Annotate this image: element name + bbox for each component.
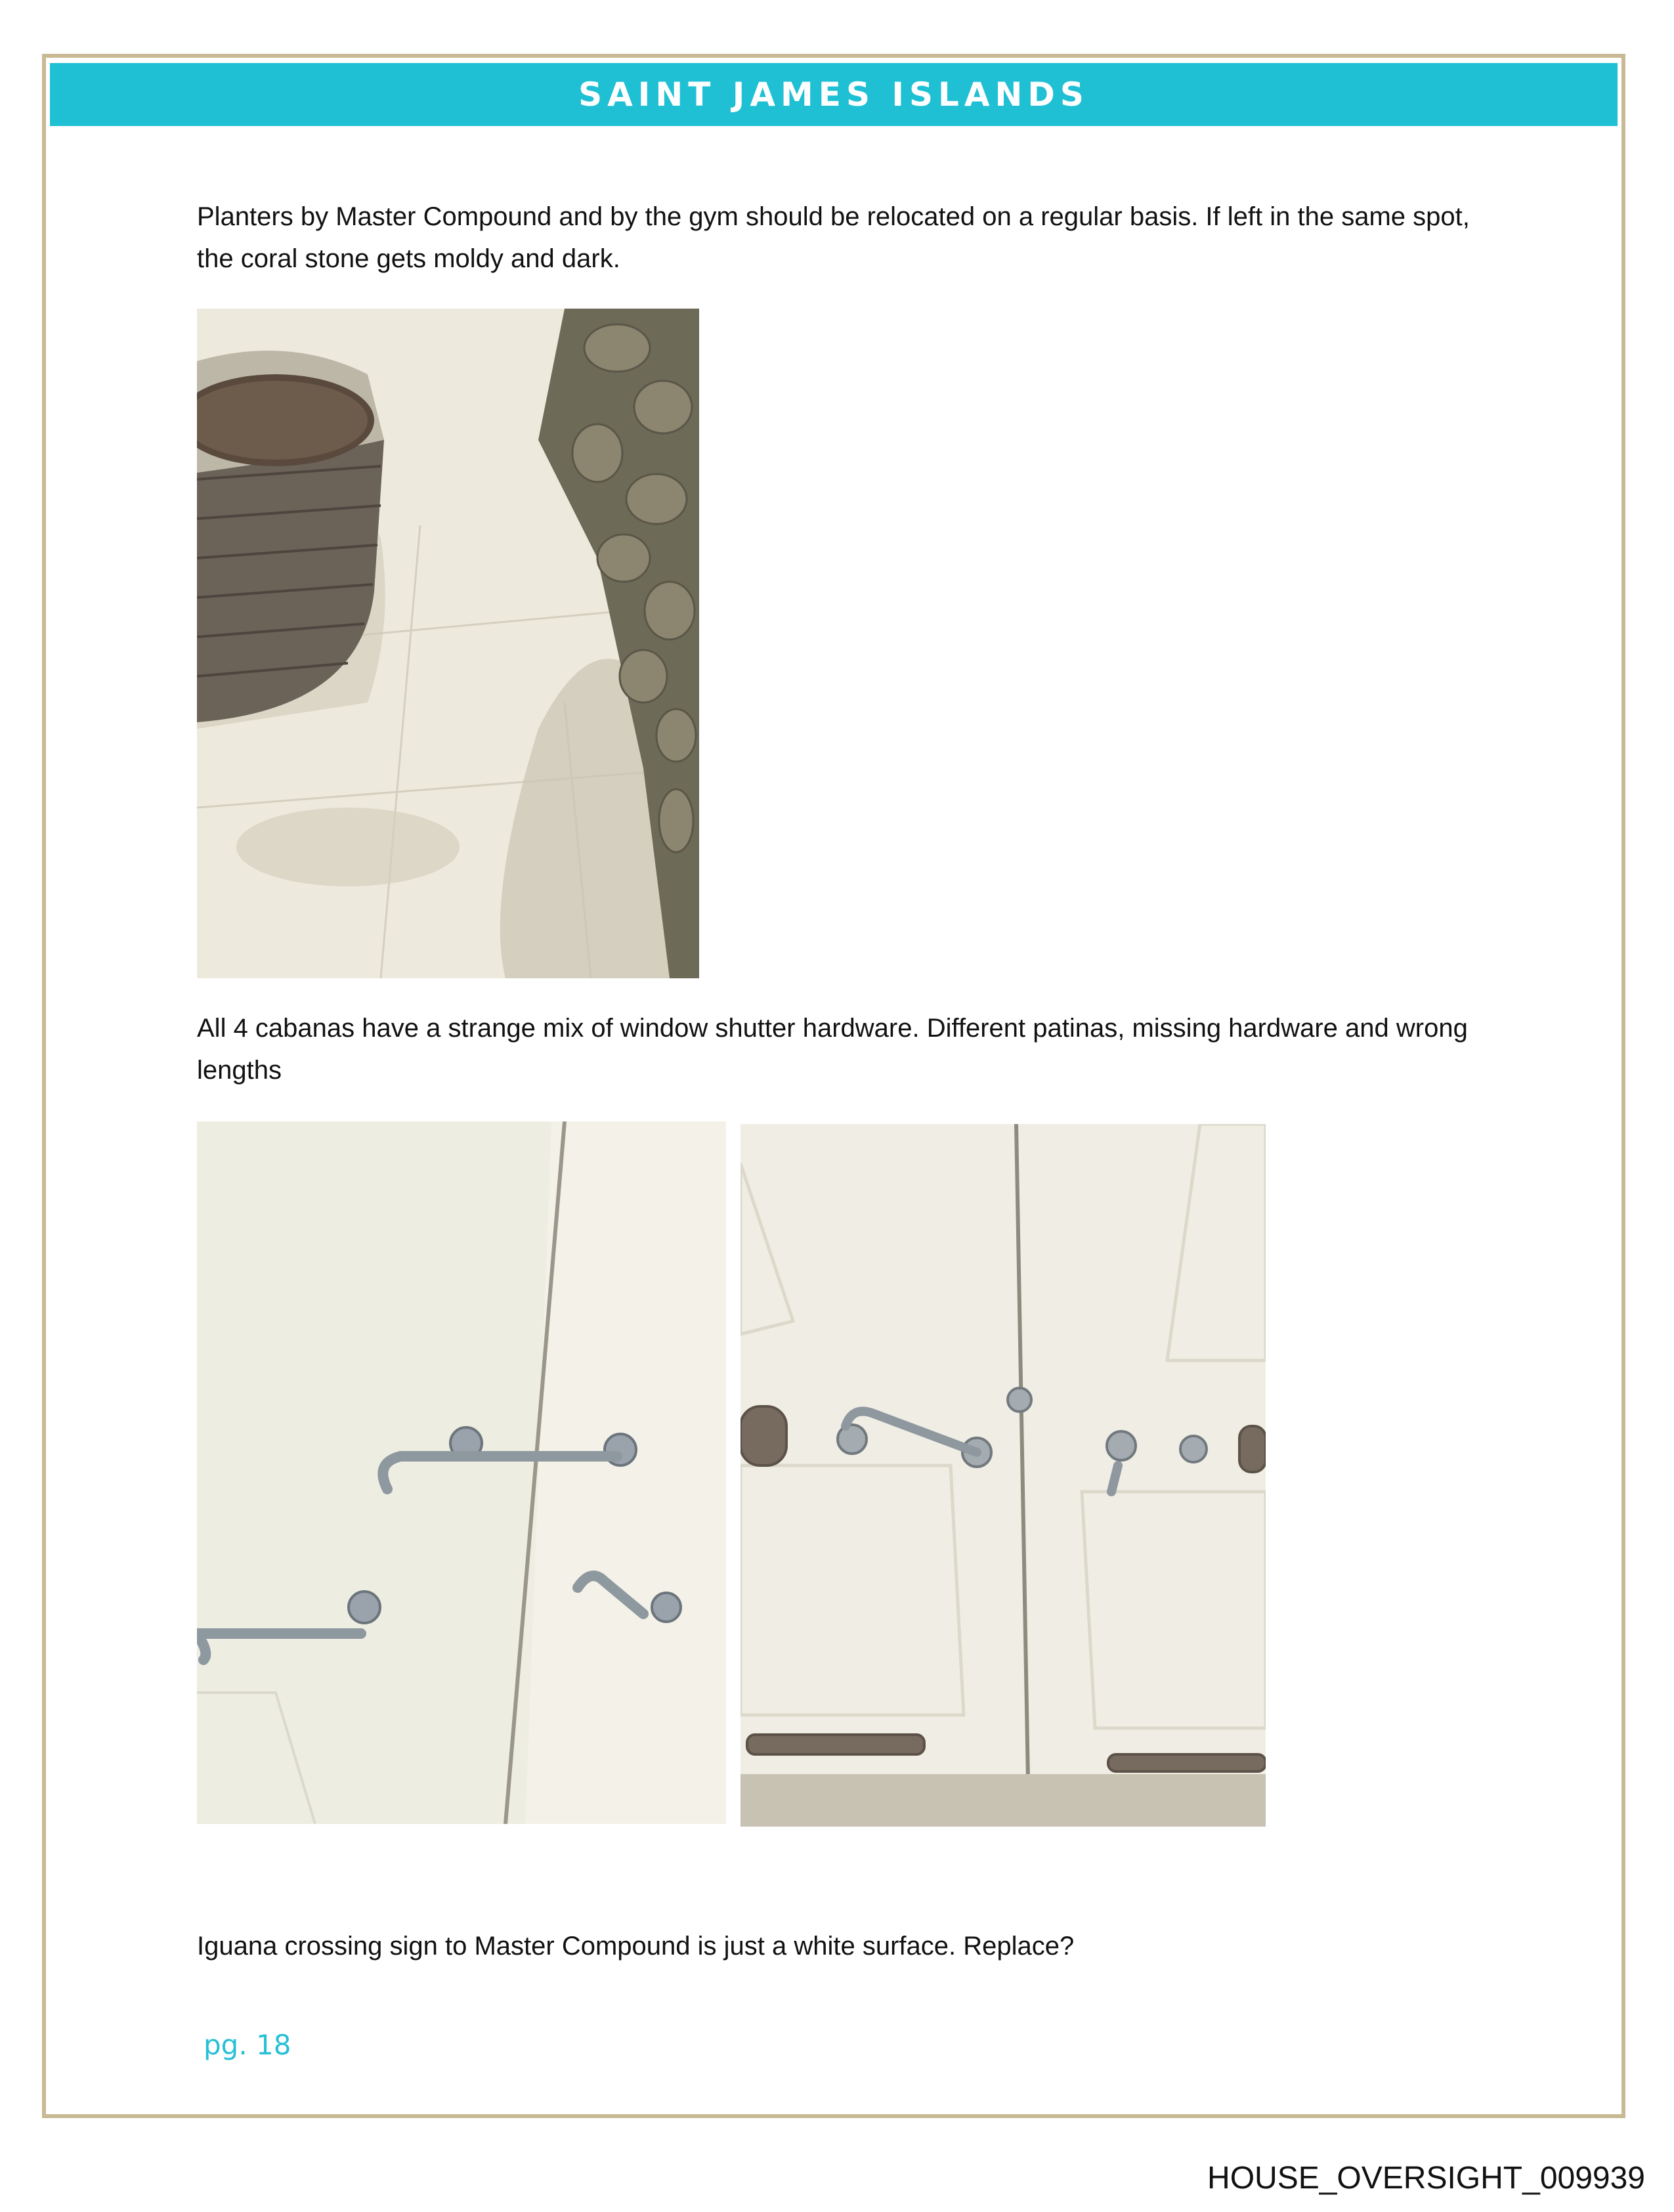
- shutter-latch-photo-1: [197, 1121, 726, 1824]
- iguana-sign-note: Iguana crossing sign to Master Compound is just a white surface. Replace?: [197, 1932, 1075, 1961]
- header-banner: [50, 63, 1618, 126]
- page-number: pg. 18: [204, 2029, 291, 2061]
- shutter-latch-photo-2: [740, 1124, 1266, 1827]
- document-id: HOUSE_OVERSIGHT_009939: [1207, 2161, 1645, 2196]
- cabana-hardware-note: All 4 cabanas have a strange mix of window shutter hardware. Different patinas, missing hardware and wrong lengths: [197, 1014, 1468, 1085]
- header-title: SAINT JAMES ISLANDS: [578, 76, 1089, 114]
- planter-photo: [197, 309, 699, 978]
- planters-note: Planters by Master Compound and by the gym should be relocated on a regular basis. If left in the same spot, the coral stone gets moldy and dark.: [197, 202, 1470, 273]
